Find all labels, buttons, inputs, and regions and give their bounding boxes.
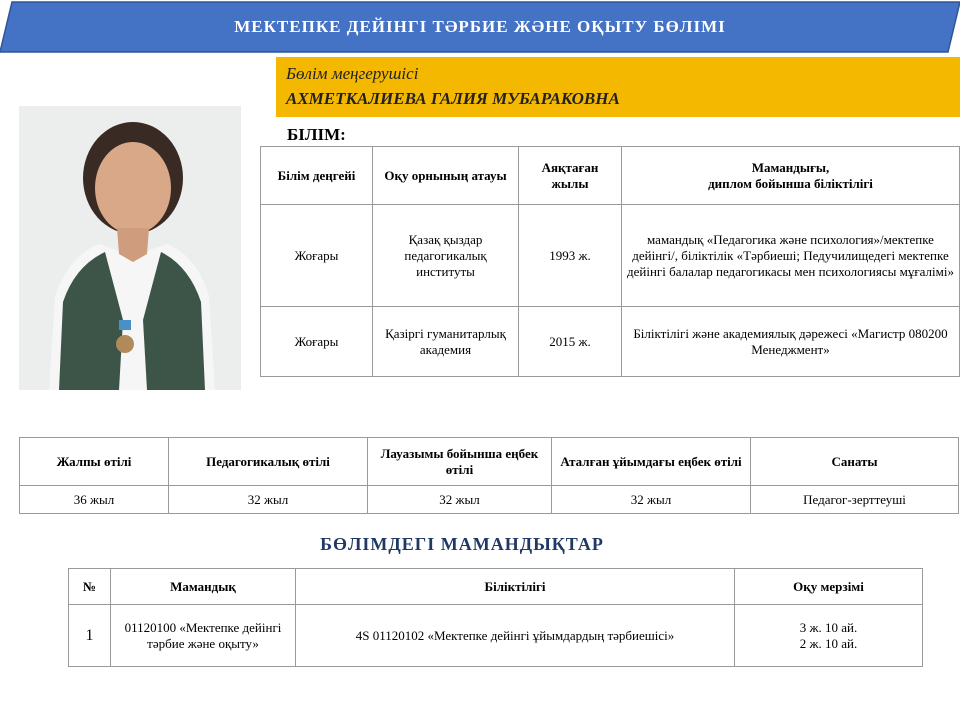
experience-header-row (20, 438, 959, 486)
head-role: Бөлім меңгерушісі (286, 64, 419, 83)
exp-col-position: Лауазымы бойынша еңбек өтілі (368, 438, 552, 486)
specialties-header-row (69, 569, 923, 605)
exp-col-total: Жалпы өтілі (20, 438, 169, 486)
specialties-table (68, 568, 923, 667)
experience-values-row (20, 486, 959, 514)
exp-organization: 32 жыл (552, 486, 751, 514)
edu-col-specialty-text: Мамандығы, диплом бойынша біліктілігі (708, 159, 873, 191)
head-photo (19, 106, 241, 390)
edu-year: 2015 ж. (519, 307, 622, 377)
edu-specialty: Біліктілігі және академиялық дәрежесі «Магистр 080200 Менеджмент» (622, 307, 960, 377)
edu-institution: Қазақ қыздар педагогикалық институты (373, 205, 519, 307)
spec-duration-2: 2 ж. 10 ай. (799, 635, 858, 651)
edu-col-year: Аяқтаған жылы (519, 147, 622, 205)
edu-col-institution: Оқу орнының атауы (373, 147, 519, 205)
specialties-row (69, 605, 923, 667)
education-table (260, 146, 960, 377)
exp-category: Педагог-зерттеуші (751, 486, 959, 514)
spec-specialty: 01120100 «Мектепке дейінгі тәрбие және оқыту» (111, 605, 296, 667)
spec-col-duration: Оқу мерзімі (735, 569, 923, 605)
exp-col-category: Санаты (751, 438, 959, 486)
exp-position: 32 жыл (368, 486, 552, 514)
spec-number: 1 (69, 605, 111, 667)
portrait-image (19, 106, 241, 390)
edu-level: Жоғары (261, 205, 373, 307)
edu-specialty: мамандық «Педагогика және психология»/мектепке дейінгі/, біліктілік «Тәрбиеші; Педучилищедегі мектепке дейінгі балалар педагогикасы мен психологиясы мұғалімі» (622, 205, 960, 307)
education-row (261, 205, 960, 307)
education-row (261, 307, 960, 377)
spec-qualification: 4S 01120102 «Мектепке дейінгі ұйымдардың тәрбиешісі» (296, 605, 735, 667)
edu-level: Жоғары (261, 307, 373, 377)
edu-col-level: Білім деңгейі (261, 147, 373, 205)
experience-table (19, 437, 959, 514)
spec-col-number: № (69, 569, 111, 605)
edu-year: 1993 ж. (519, 205, 622, 307)
exp-pedagogical: 32 жыл (169, 486, 368, 514)
exp-total: 36 жыл (20, 486, 169, 514)
edu-col-specialty (622, 147, 960, 205)
spec-col-specialty: Мамандық (111, 569, 296, 605)
education-header-row (261, 147, 960, 205)
header-banner (0, 0, 960, 54)
education-heading: БІЛІМ: (287, 125, 346, 144)
head-name: АХМЕТКАЛИЕВА ГАЛИЯ МУБАРАКОВНА (286, 89, 620, 108)
head-info-box (276, 57, 960, 117)
specialties-heading: БӨЛІМДЕГІ МАМАНДЫҚТАР (320, 534, 604, 554)
spec-duration-1: 3 ж. 10 ай. (799, 619, 858, 635)
edu-institution: Қазіргі гуманитарлық академия (373, 307, 519, 377)
spec-col-qualification: Біліктілігі (296, 569, 735, 605)
exp-col-organization: Аталған ұйымдағы еңбек өтілі (552, 438, 751, 486)
spec-duration (735, 605, 923, 667)
page-title: МЕКТЕПКЕ ДЕЙІНГІ ТӘРБИЕ ЖӘНЕ ОҚЫТУ БӨЛІМІ (234, 17, 726, 36)
exp-col-pedagogical: Педагогикалық өтілі (169, 438, 368, 486)
